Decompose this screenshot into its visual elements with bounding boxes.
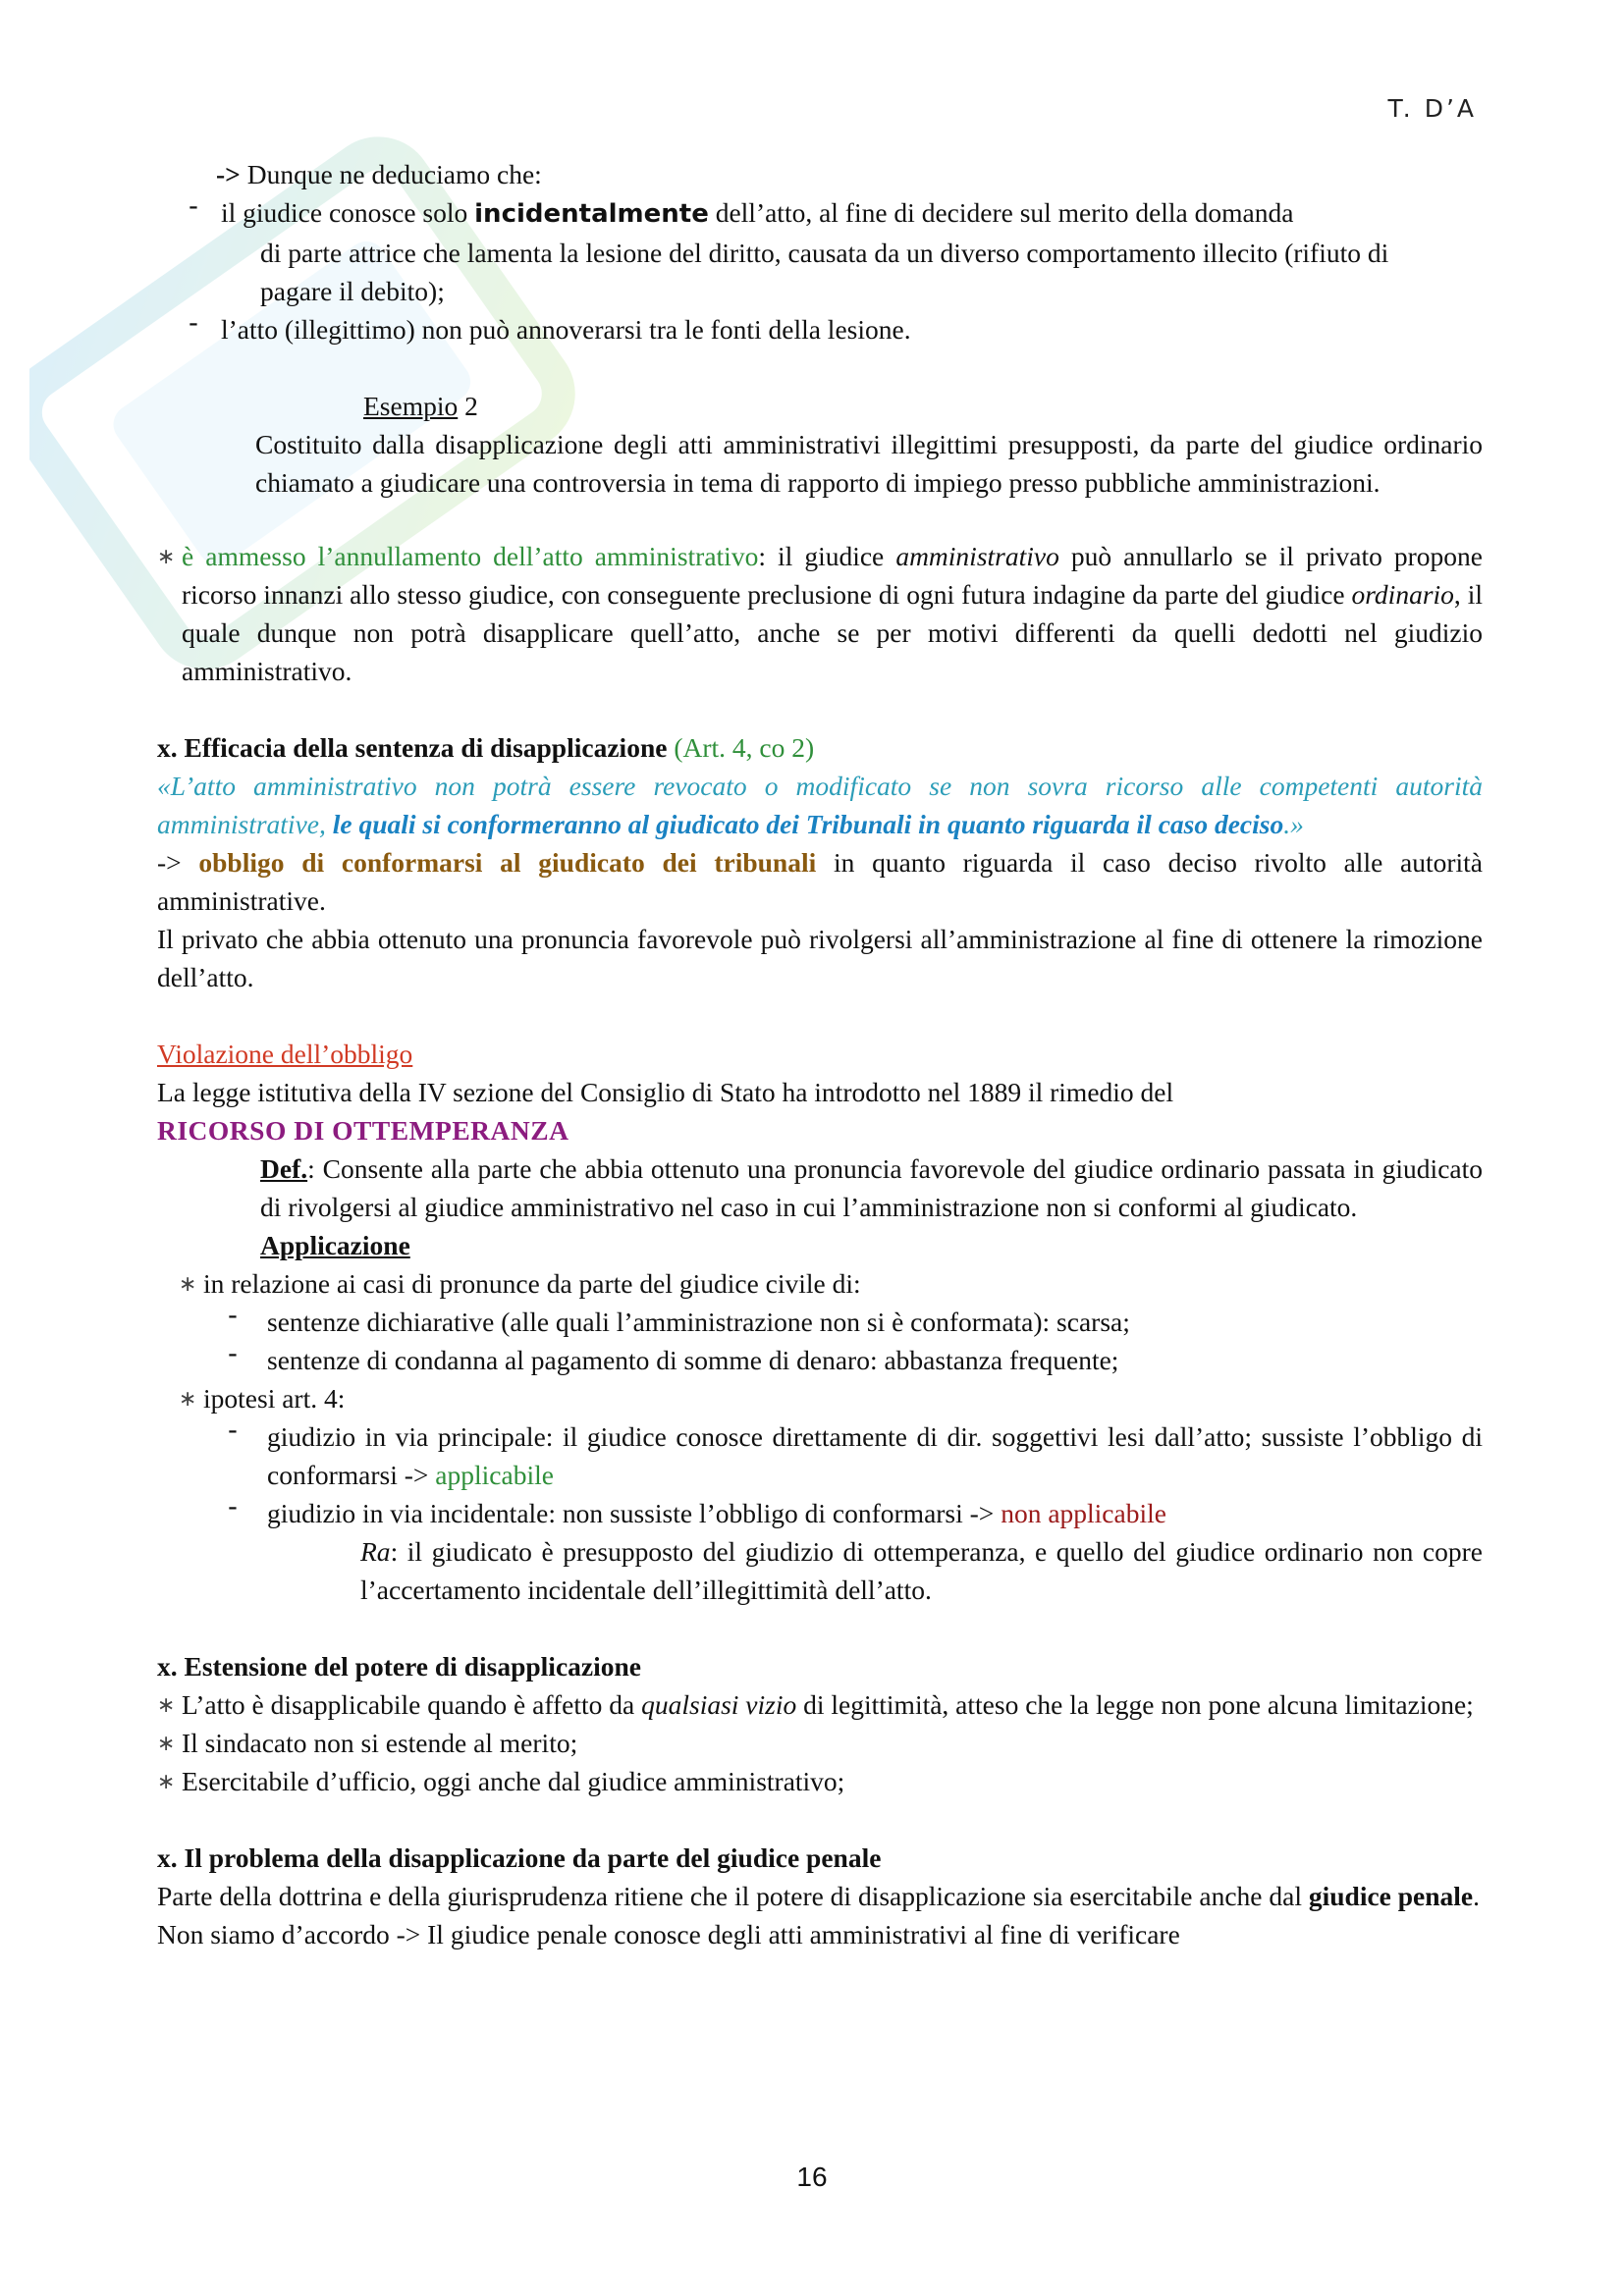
ratio-note: Ra: il giudicato è presupposto del giudizio di ottemperanza, e quello del giudice ordinario non copre l’accertamento incidentale dell’illegittimità dell’atto. — [360, 1536, 1483, 1605]
asterisk-bullet: ∗ — [179, 1272, 197, 1297]
obligation-line: -> obbligo di conformarsi al giudicato dei tribunali in quanto riguarda il caso deciso rivolto alle autorità amministrative. — [157, 847, 1483, 916]
dash-bullet: - — [228, 1491, 238, 1522]
dash-bullet: - — [228, 1338, 238, 1369]
document-body — [157, 155, 1483, 1953]
dash-bullet: - — [189, 307, 198, 339]
intro-line: -> Dunque ne deduciamo che: — [216, 159, 542, 189]
list-item: - giudizio in via principale: il giudice conosce direttamente di dir. soggettivi lesi dall’atto; sussiste l’obbligo di conformarsi -> applicabile — [179, 1417, 1483, 1494]
asterisk-bullet: ∗ — [157, 1732, 176, 1756]
dash-bullet: - — [228, 1415, 238, 1446]
violation-heading: Violazione dell’obbligo — [157, 1039, 413, 1069]
annulment-note: ∗ è ammesso l’annullamento dell’atto amministrativo: il giudice amministrativo può annullarlo se il privato propone ricorso innanzi allo stesso giudice, con conseguente preclusione di ogni futura indagine da parte del giudice ordinario, il quale dunque non potrà disapplicare quell’atto, anche se per motivi differenti da quelli dedotti nel giudizio amministrativo. — [157, 537, 1483, 690]
example-text: Costituito dalla disapplicazione degli atti amministrativi illegittimi presupposti, da parte del giudice ordinario chiamato a giudicare una controversia in tema di rapporto di impiego presso pubbliche amministrazioni. — [255, 429, 1483, 498]
dash-bullet: - — [189, 190, 198, 222]
definition: Def.: Consente alla parte che abbia ottenuto una pronuncia favorevole del giudice ordinario passata in giudicato di rivolgersi al giudice amministrativo nel caso in cui l’amministrazione non si conformi al giudicato. — [260, 1153, 1483, 1222]
asterisk-bullet: ∗ — [157, 1693, 176, 1718]
list-item: ∗ Esercitabile d’ufficio, oggi anche dal giudice amministrativo; — [157, 1762, 1483, 1800]
page-header-initials: T. D’A — [1387, 94, 1477, 123]
remedy-title: RICORSO DI OTTEMPERANZA — [157, 1115, 569, 1146]
asterisk-bullet: ∗ — [179, 1387, 197, 1412]
section-heading-estensione: x. Estensione del potere di disapplicazione — [157, 1651, 641, 1682]
asterisk-bullet: ∗ — [157, 1770, 176, 1794]
page-number: 16 — [796, 2162, 828, 2192]
list-item: - sentenze di condanna al pagamento di somme di denaro: abbastanza frequente; — [179, 1341, 1483, 1379]
section-heading-penale: x. Il problema della disapplicazione da parte del giudice penale — [157, 1842, 882, 1873]
list-item: - giudizio in via incidentale: non sussiste l’obbligo di conformarsi -> non applicabile — [179, 1494, 1483, 1532]
law-quote: «L’atto amministrativo non potrà essere revocato o modificato se non sovra ricorso alle competenti autorità amministrative, le quali si conformeranno al giudicato dei Tribunali in quanto riguarda il caso deciso.» — [157, 771, 1483, 839]
list-item: - l’atto (illegittimo) non può annoverarsi tra le fonti della lesione. — [157, 310, 1483, 348]
asterisk-bullet: ∗ — [157, 545, 176, 569]
list-item: - sentenze dichiarative (alle quali l’amministrazione non si è conformata): scarsa; — [179, 1303, 1483, 1341]
dash-bullet: - — [228, 1300, 238, 1331]
example-title: Esempio 2 — [363, 391, 478, 421]
list-item: ∗ L’atto è disapplicabile quando è affetto da qualsiasi vizio di legittimità, atteso che la legge non pone alcuna limitazione; — [157, 1685, 1483, 1724]
violation-text: La legge istitutiva della IV sezione del Consiglio di Stato ha introdotto nel 1889 il rimedio del — [157, 1077, 1174, 1107]
section-heading-efficacia: x. Efficacia della sentenza di disapplicazione (Art. 4, co 2) — [157, 732, 815, 763]
list-item: ∗ ipotesi art. 4: — [179, 1379, 1483, 1417]
list-item: ∗ Il sindacato non si estende al merito; — [157, 1724, 1483, 1762]
list-item: ∗ in relazione ai casi di pronunce da parte del giudice civile di: — [179, 1264, 1483, 1303]
application-list — [157, 1264, 1483, 1609]
private-party-text: Il privato che abbia ottenuto una pronuncia favorevole può rivolgersi all’amministrazione al fine di ottenere la rimozione dell’atto. — [157, 924, 1483, 992]
application-heading: Applicazione — [260, 1230, 410, 1260]
penale-paragraph-2: Non siamo d’accordo -> Il giudice penale conosce degli atti amministrativi al fine di verificare — [157, 1919, 1180, 1949]
list-item: - il giudice conosce solo incidentalmente dell’atto, al fine di decidere sul merito della domanda di parte attrice che lamenta la lesione del diritto, causata da un diverso comportamento illecito (rifiuto di pagare il debito); — [157, 193, 1483, 310]
penale-paragraph: Parte della dottrina e della giurisprudenza ritiene che il potere di disapplicazione sia esercitabile anche dal giudice penale. — [157, 1881, 1481, 1911]
